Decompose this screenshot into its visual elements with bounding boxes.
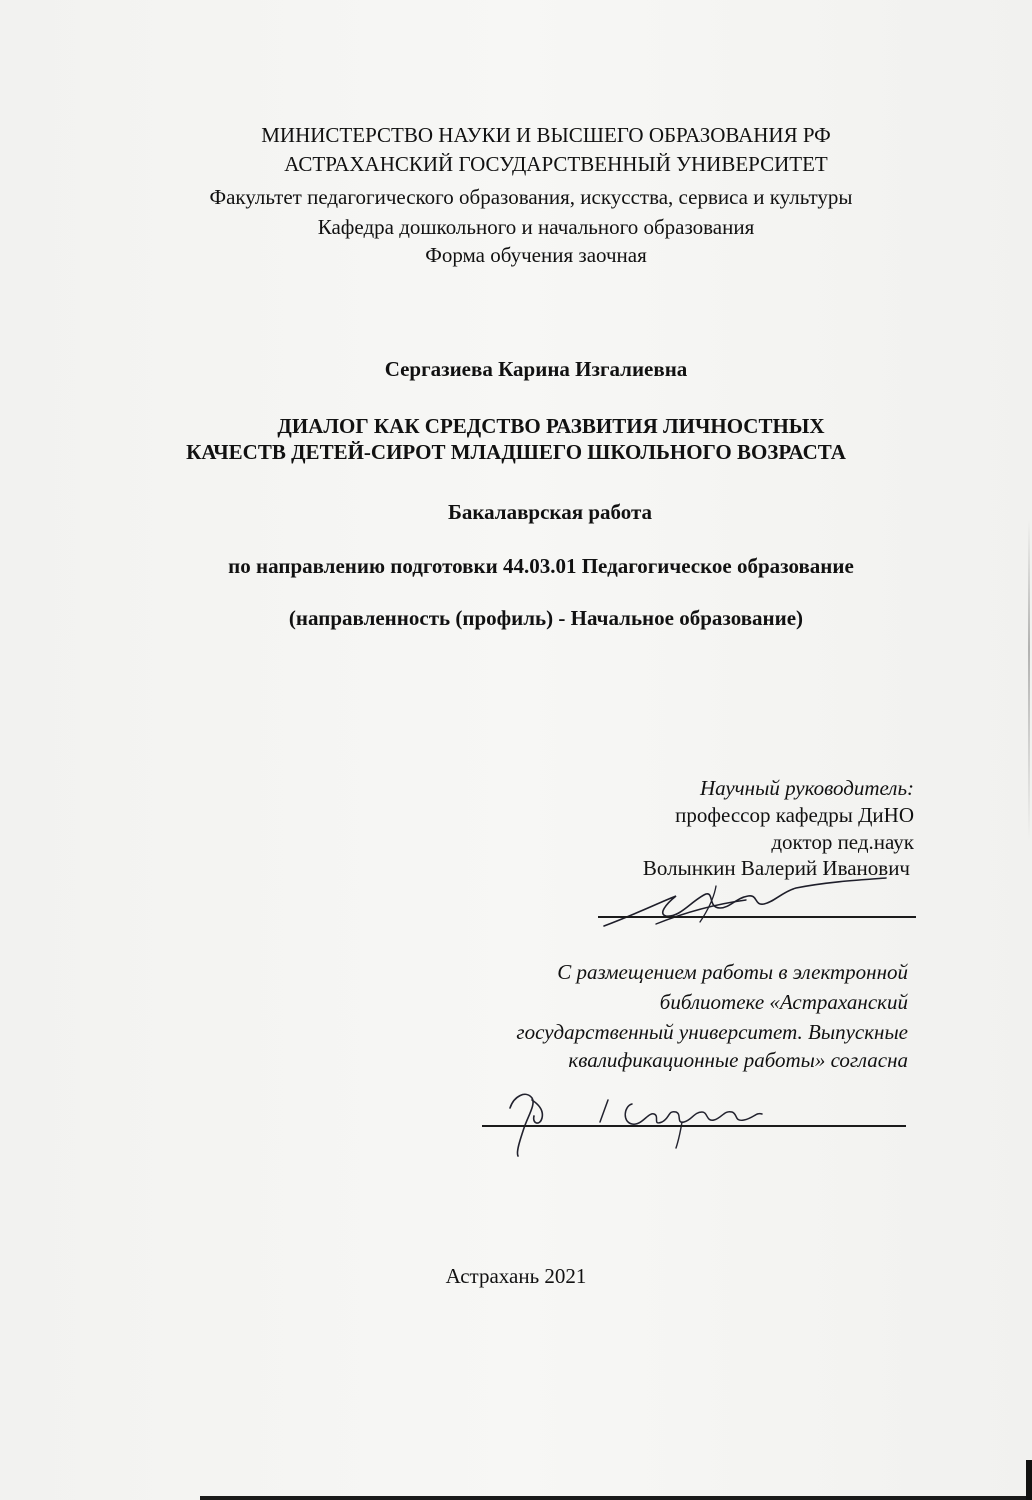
study-direction: по направлению подготовки 44.03.01 Педагогическое образование [228,554,854,578]
consent-text-line-2: библиотеке «Астраханский [659,990,908,1014]
author-signature-line [482,1125,906,1127]
ministry-heading: МИНИСТЕРСТВО НАУКИ И ВЫСШЕГО ОБРАЗОВАНИЯ РФ [261,123,831,147]
thesis-title-line-1: ДИАЛОГ КАК СРЕДСТВО РАЗВИТИЯ ЛИЧНОСТНЫХ [277,414,825,438]
study-form-heading: Форма обучения заочная [425,243,647,267]
scan-bottom-edge [200,1496,1030,1500]
supervisor-signature [596,874,896,934]
faculty-heading: Факультет педагогического образования, искусства, сервиса и культуры [209,185,853,209]
department-heading: Кафедра дошкольного и начального образования [317,215,755,239]
consent-text-line-4: квалификационные работы» согласна [568,1048,908,1072]
city-year: Астрахань 2021 [445,1264,587,1288]
study-profile: (направленность (профиль) - Начальное образование) [288,606,804,630]
supervisor-position: профессор кафедры ДиНО [675,803,914,827]
scan-corner-mark [1026,1460,1032,1500]
consent-text-line-1: С размещением работы в электронной [557,960,908,984]
author-signature [492,1082,792,1162]
author-name: Сергазиева Карина Изгалиевна [384,357,688,381]
work-type: Бакалаврская работа [447,500,653,524]
supervisor-signature-line [598,916,916,918]
consent-text-line-3: государственный университет. Выпускные [516,1020,908,1044]
supervisor-name: Волынкин Валерий Иванович [642,856,910,880]
thesis-title-line-2: КАЧЕСТВ ДЕТЕЙ-СИРОТ МЛАДШЕГО ШКОЛЬНОГО ВОЗРАСТА [186,440,846,464]
supervisor-label: Научный руководитель: [699,776,914,800]
university-heading: АСТРАХАНСКИЙ ГОСУДАРСТВЕННЫЙ УНИВЕРСИТЕТ [284,152,828,176]
supervisor-degree: доктор пед.наук [771,830,914,854]
